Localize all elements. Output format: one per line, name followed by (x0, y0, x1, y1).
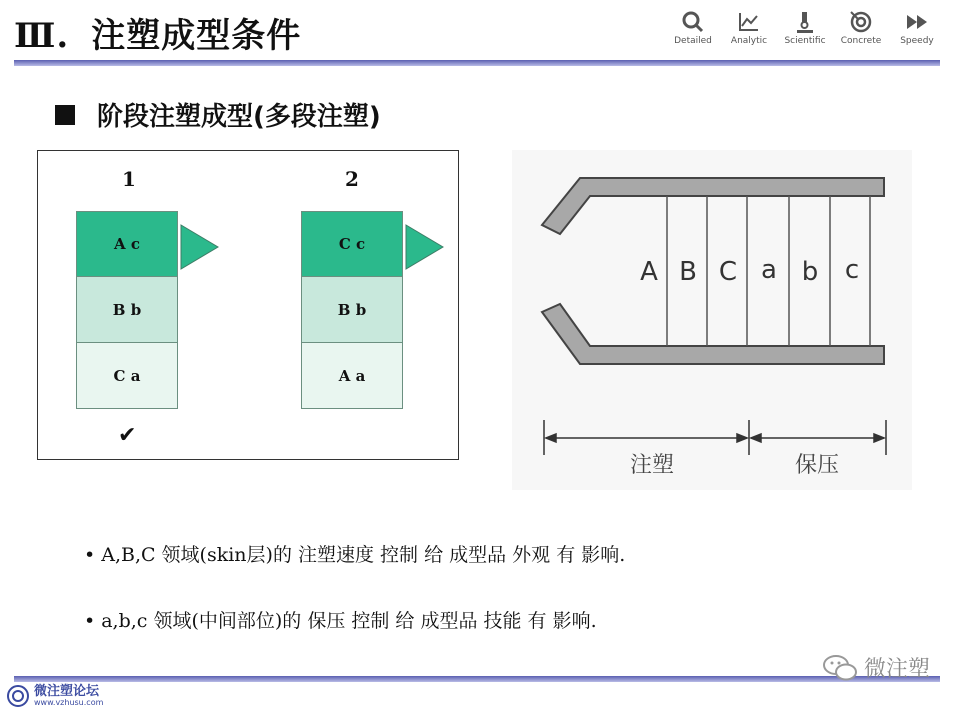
segment-label-C: C (718, 257, 738, 287)
footer-divider (14, 676, 940, 682)
nav-label-detailed: Detailed (674, 36, 712, 46)
segment-label-A: A (640, 257, 658, 287)
bullet-dot-icon: • (84, 544, 96, 566)
stack-2-cell-mid: B b (301, 277, 403, 343)
stack-2 (301, 211, 403, 409)
injection-arrow-1-icon (180, 223, 220, 271)
segment-label-B: B (679, 257, 697, 287)
forum-url: www.vzhusu.com (34, 697, 104, 707)
square-bullet-icon (55, 105, 75, 125)
nav-label-concrete: Concrete (840, 36, 882, 46)
bullet-text-1: A,B,C 领域(skin层)的 注塑速度 控制 给 成型品 外观 有 影响. (101, 544, 626, 566)
segment-label-c: c (844, 255, 860, 285)
label-holding: 保压 (794, 453, 840, 478)
label-injection: 注塑 (629, 453, 675, 478)
footer-brand-left[interactable] (6, 684, 103, 708)
forum-name: 微注塑论坛 (34, 683, 100, 699)
nav-scientific[interactable] (782, 10, 828, 46)
segment-label-a: a (761, 255, 777, 285)
header-divider (14, 60, 940, 66)
nav-concrete[interactable] (838, 10, 884, 46)
mold-cavity-diagram (512, 150, 912, 490)
stack-1-cell-mid: B b (76, 277, 178, 343)
target-icon (848, 10, 874, 34)
stack-1-cell-bottom: C a (76, 343, 178, 409)
subtitle-text: 阶段注塑成型(多段注塑) (97, 102, 381, 132)
footer-brand-right (822, 652, 930, 683)
wechat-account-name: 微注塑 (863, 657, 930, 682)
slide-title (14, 8, 301, 57)
nav-detailed[interactable] (670, 10, 716, 46)
subtitle (55, 96, 381, 133)
section-title: 注塑成型条件 (91, 16, 302, 56)
segment-label-b: b (801, 257, 819, 287)
fast-forward-icon (904, 10, 930, 34)
stack-1 (76, 211, 178, 409)
forum-logo-icon (6, 684, 30, 708)
stack-1-cell-top: A c (76, 211, 178, 277)
stack-1-label: 1 (122, 167, 136, 191)
nav-label-analytic: Analytic (730, 36, 768, 46)
nav-analytic[interactable] (726, 10, 772, 46)
bullet-item-2 (84, 606, 597, 633)
nav-label-speedy: Speedy (900, 36, 934, 46)
nav-bar (670, 10, 940, 46)
bullet-text-2: a,b,c 领域(中间部位)的 保压 控制 给 成型品 技能 有 影响. (101, 610, 597, 632)
nav-label-scientific: Scientific (784, 36, 826, 46)
check-icon: ✔ (118, 423, 137, 448)
bullet-item-1 (84, 540, 625, 567)
magnifier-icon (680, 10, 706, 34)
line-chart-icon (736, 10, 762, 34)
wechat-icon (822, 653, 858, 683)
stage-comparison-box (37, 150, 459, 460)
section-number: Ⅲ. (14, 16, 70, 56)
stack-2-cell-top: C c (301, 211, 403, 277)
stack-2-label: 2 (345, 167, 359, 191)
nav-speedy[interactable] (894, 10, 940, 46)
stack-2-cell-bottom: A a (301, 343, 403, 409)
bullet-dot-icon: • (84, 610, 96, 632)
microscope-icon (792, 10, 818, 34)
injection-arrow-2-icon (405, 223, 445, 271)
